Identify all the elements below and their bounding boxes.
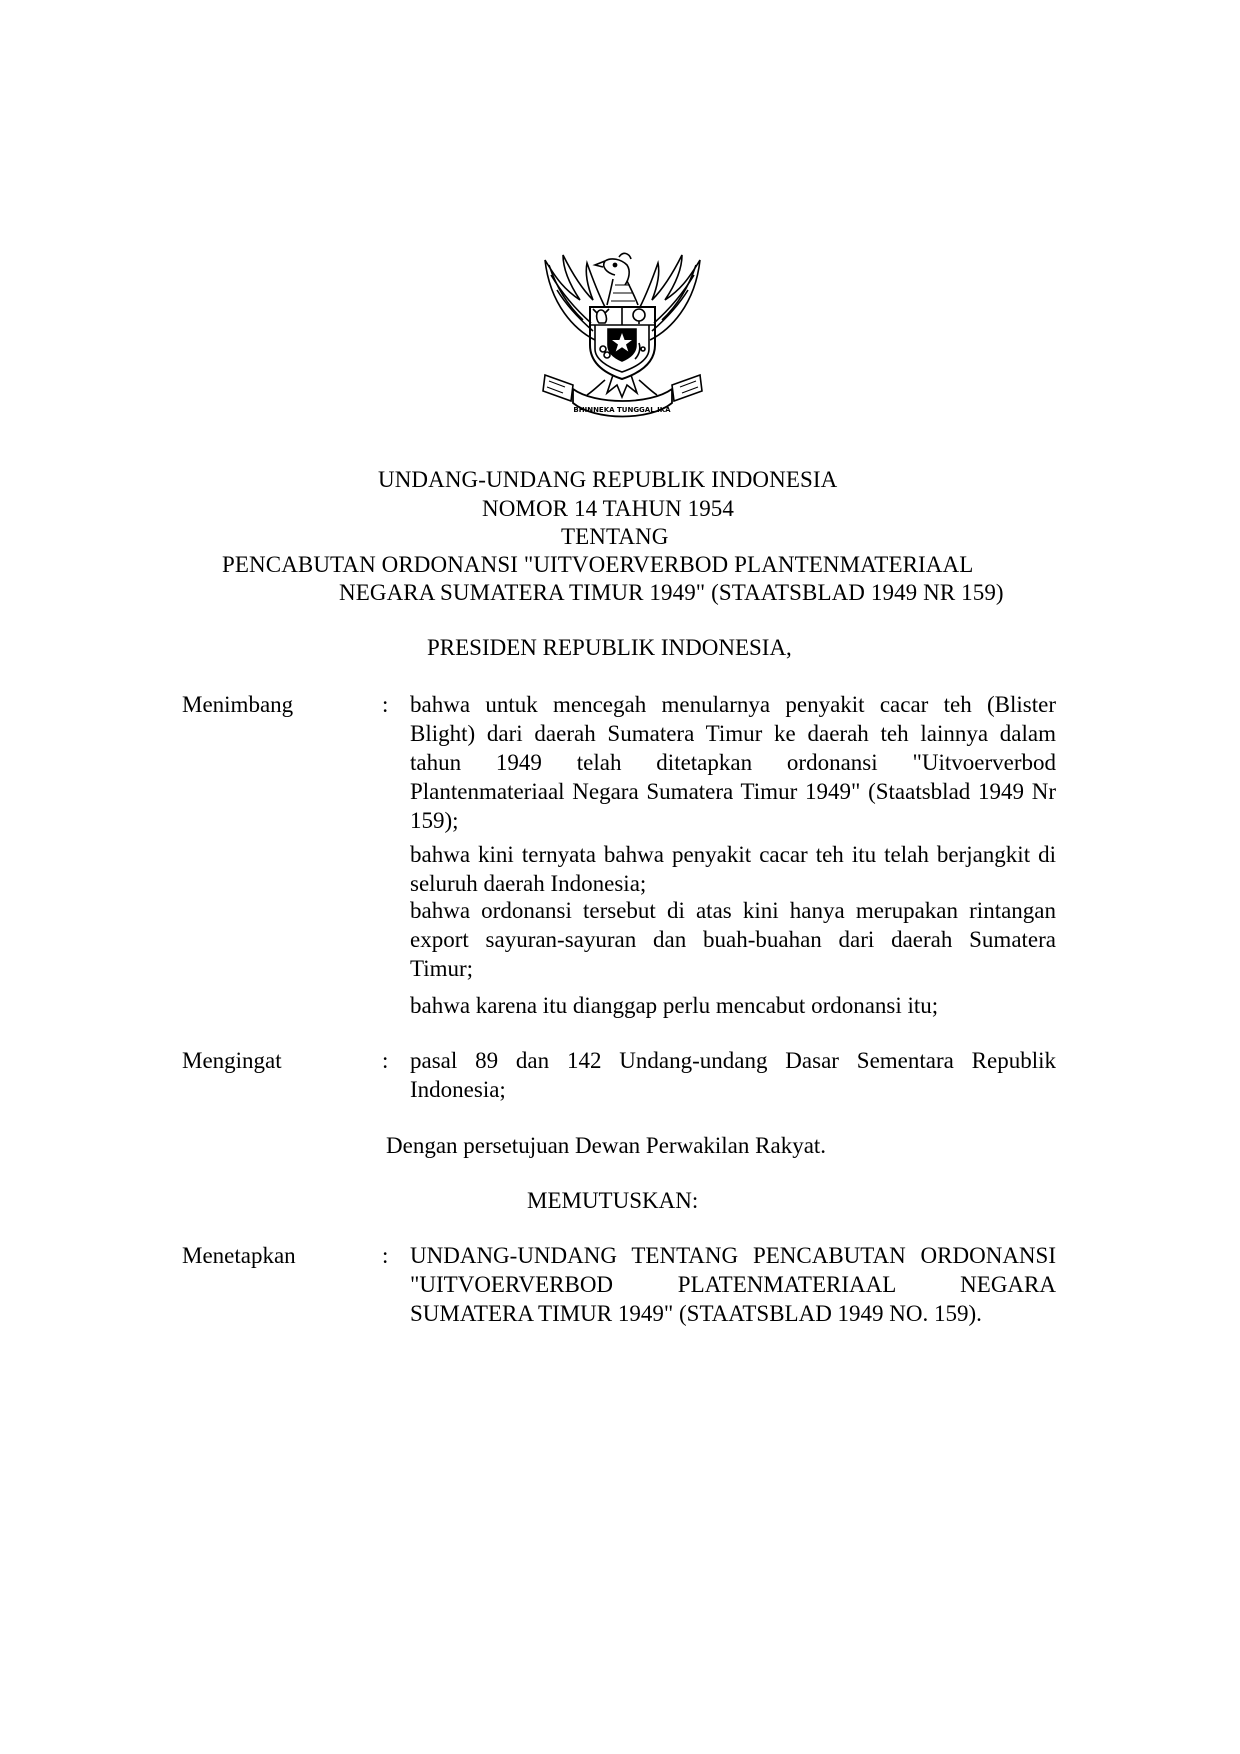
menetapkan-label: Menetapkan [182,1243,296,1268]
menimbang-item-1: bahwa untuk mencegah menularnya penyakit cacar teh (Blister Blight) dari daerah Sumatera Timur ke daerah teh lainnya dalam tahun 1949 telah ditetapkan ordonansi "Uitvoerverbod Plantenmateriaal Negara Sumatera Timur 1949" (Staatsblad 1949 Nr 159); [410,692,1056,833]
menimbang-label: Menimbang [182,692,294,717]
title-line-4: PENCABUTAN ORDONANSI "UITVOERVERBOD PLANTENMATERIAAL [222,552,974,577]
memutuskan-heading: MEMUTUSKAN: [527,1188,699,1213]
mengingat-label: Mengingat [182,1048,282,1073]
menimbang-item-2: bahwa kini ternyata bahwa penyakit cacar teh itu telah berjangkit di seluruh daerah Indonesia; [410,842,1056,896]
menimbang-colon: : [382,692,389,717]
menimbang-item-3: bahwa ordonansi tersebut di atas kini hanya merupakan rintangan export sayuran-sayuran dan buah-buahan dari daerah Sumatera Timur; [410,898,1056,981]
title-line-2: NOMOR 14 TAHUN 1954 [482,496,735,521]
emblem-motto: BHINNEKA TUNGGAL IKA [573,406,671,414]
title-line-3: TENTANG [561,524,669,549]
title-line-1: UNDANG-UNDANG REPUBLIK INDONESIA [378,467,838,492]
garuda-pancasila-emblem [535,245,710,430]
menetapkan-colon: : [382,1243,389,1268]
persetujuan-text: Dengan persetujuan Dewan Perwakilan Rakyat. [386,1133,827,1158]
menetapkan-text: UNDANG-UNDANG TENTANG PENCABUTAN ORDONANSI "UITVOERVERBOD PLATENMATERIAAL NEGARA SUMATERA TIMUR 1949" (STAATSBLAD 1949 NO. 159). [410,1243,1056,1326]
mengingat-colon: : [382,1048,389,1073]
menimbang-item-4: bahwa karena itu dianggap perlu mencabut ordonansi itu; [410,993,939,1018]
title-line-5: NEGARA SUMATERA TIMUR 1949" (STAATSBLAD 1949 NR 159) [339,580,1004,605]
president-heading: PRESIDEN REPUBLIK INDONESIA, [427,635,792,660]
mengingat-text: pasal 89 dan 142 Undang-undang Dasar Sementara Republik Indonesia; [410,1048,1056,1102]
